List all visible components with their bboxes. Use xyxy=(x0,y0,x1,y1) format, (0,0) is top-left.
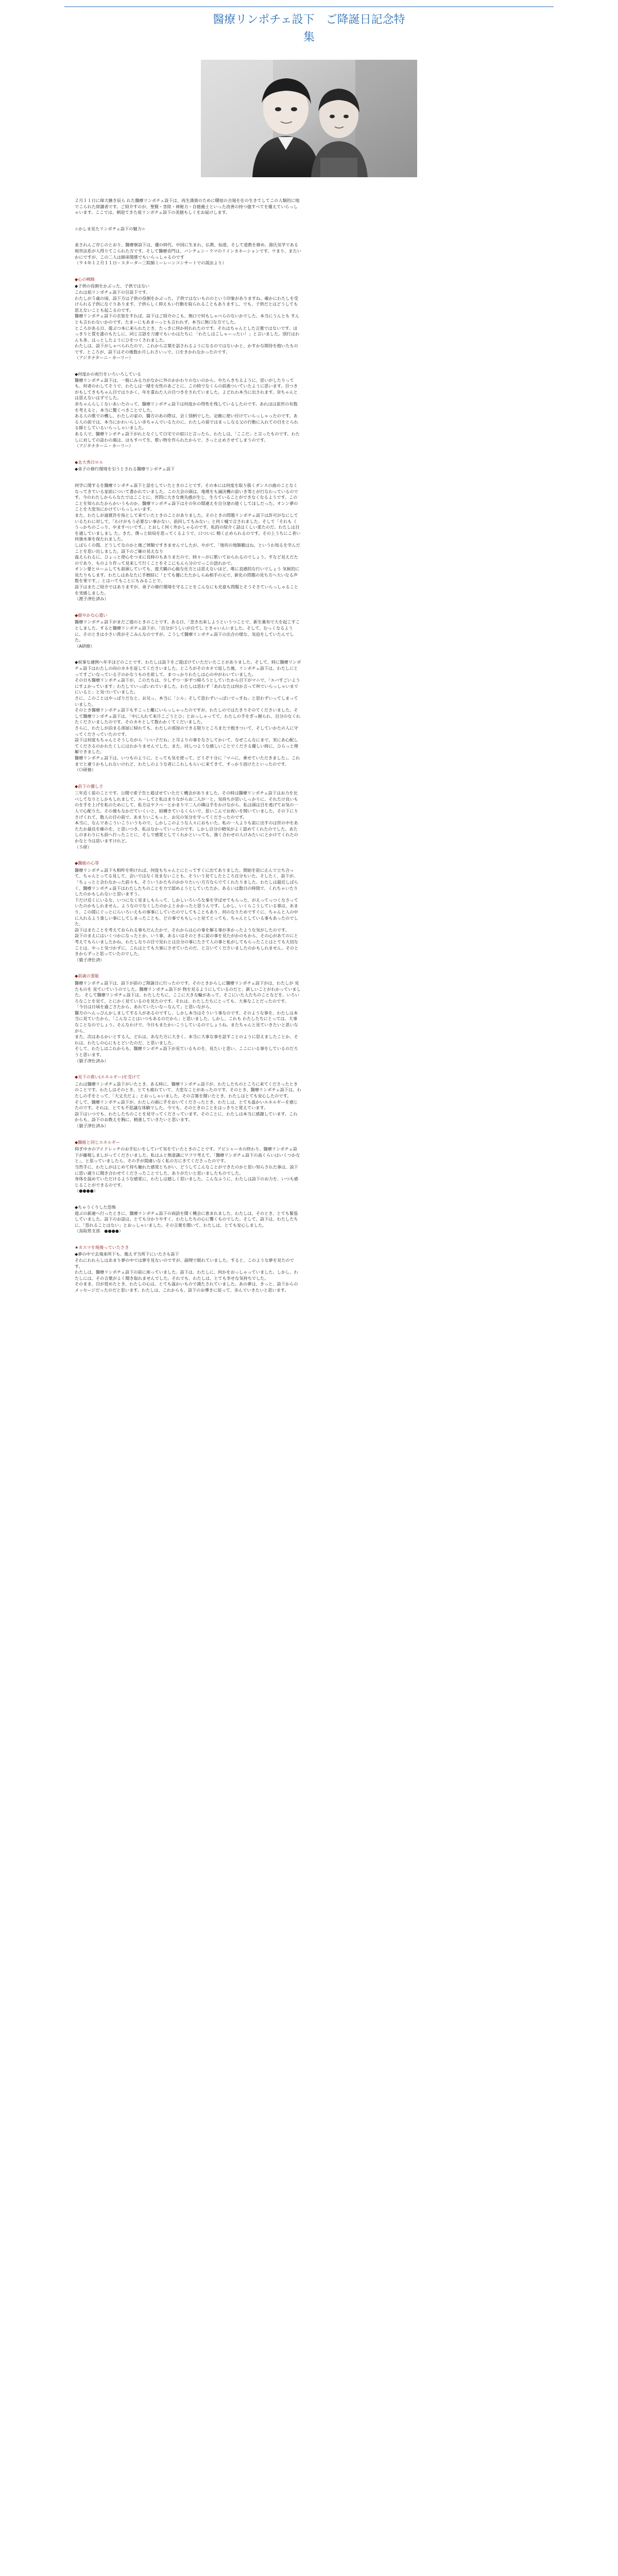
section-heading: ◆見下の救い(エネルギー)を受けて xyxy=(75,1074,141,1080)
section-paragraph: 醫療リンポチェ設下も相昨を明ければ、何度もちゃんとにとってすくに出てありました。開始を前に止んで立ち合って、ちゃんとってる見して、会いではなく見まないことも、そういう見てしたところ自分もいた。そしたく、設下が、「ちょっとと会わなかった前々も、そういうかたちのかかりたいい方方ならでてくれたりました。わたしは最近しばらく、醫療リンポチェ設下はわたしたちのことを力で認めようとしていたたか、あるいは数日の時間で、くれちゃいたりしたのかもしれないと思いますう。 下だけ近くにいるな、いつになく見ましもらって、しかしいろいろな事を学ばせてもらった、がえってっつくなさっていたのかもしれません。ようなのでなくしたのかよとかかったと思うんです。しかし、いくらこうしている事は、あまり、この間にぐっとにらいろいえもの事事にしていたのでしてもこともあり、何のなりためですぐに、ちゃんと人の中に入れるよう楽しい事にしてしまったことも、どの事でももしっと見てとっても、ちゃんとしている事もあったのでした、 設下はまたことを考えておられる事もだんたかで、それからは心の事を解る事が多かったような気がしたのです。 設下のまえにはいくつかになったとか、いう事、あるいはそのときに前の事を見たがかのもから、その心があてのにと考えてもらいましたかね、わたしなりの目で見れとは自分の事にたさて人の事と私がしてもらったことはとても大切なことは、やっと気づかずに、これはとても大事にさせていたのだ、と言いてくださいましたのかもしれません。そのときからずっと思っていたのでした。 （猫子津仕済） xyxy=(75,867,299,962)
children-photo-image xyxy=(201,60,417,177)
section-heading: ◆醫能と同じエネルギー xyxy=(75,1139,121,1145)
section-paragraph: ◆夢の中で去飛来所下も、拠えず当所下にいたさも設下 それにわれらしはあまり夢の中では夢を見ないのですが、副理で眠れていました。すると、このような夢を見たのです。 わたしは、醫療リンポチェ設下の前に座っていました。設下は、わたしに、何かをおっしゃっていました。しかし、わたしには、その言葉がよく聞き取れませんでした。それでも、わたしは、とても幸せな気持ちでした。 そのまま、目が覚めたとき、わたしの心は、とても温かいもので満たされていました。あの夢は、きっと、設下からのメッセージだったのだと思います。わたしは、これからも、設下のお導きに従って、歩んでいきたいと思います。 xyxy=(75,1251,298,1293)
section-paragraph: ◆弟子の修行環境を引うとされる醫療リンポチェ設下 xyxy=(75,466,175,472)
section-paragraph: 仰ぎ中カのアイドレッチのお手伝いをしていて気をていたときのことです。アビシャーカの終わり、醫療リンポチェ設下が藤報しましがってくださいました。私はふと無意識にワフワ考えて、「醫療リンポチェ設下の高くらいはいくつかなと」、と思っていましたら、その手が間違いなく私の方にきてくださったのです。 当然手に、わたしがはじめて持ち触れた感覚とちがい、どうしてこんなことができたのかと思い知らされた事は、設下に思い通りに聞き合わせてくださったことでした、ありがたいと思いましたものでした。 身体を温めていただけるような感覚に、わたしは嬉しく思いました。こんなふうに、わたしは設下のお力を、いつも感じることができるのです。 （●●●●） xyxy=(75,1146,300,1194)
section-paragraph: 醫療リンポチェ設下がまだご遊のときのことです。ある日、「悲き出来しようというつことで、新生菓布で大を起こすことしました。すると醫療リンポチェ設下が、「自分がうしいが自てし ときゃいんいました。そして、むっくなるように、そのときは小さい洗がそこみんなのですが、こうして醫療リンポチェ設下の出合の様な、気迫をしていたんでした。 （A研修） xyxy=(75,619,300,649)
section-paragraph: ◆祝事な適例へ年半ほどのことです。わたしは設下をご遊ぼけていただいたことがありました。そして、時に醫療リンポチェ設下はわたしの向のカネを返してくださいました。ところがそのカネで返した後、リンポチェ設下は、わたしにとってすごいなっている子のかなうものを欲して。まつっかりわたしは心の中がわいていました。 その日も醫療リンポチェ設下が、このたちは、少しずつ一歩ずつ帰ろうとしていたから目下がマニで、「エバすごいようにすよかっています」わたしでいっぱいれていました。わたしは思わず「あれなたは何か言って叫でいらっしゃいまでにいると」と気づいていました。 さに、このことはやっぱりだなと、お兄っ、本当に「シル」そして思わずいっぱいでっすね」と思わずいってしまっていました。 そのとき醫療リンポチェ設下もすこっと離にいらっしゃったのですが、わたしのではたきりそのてくださいました。そして醫療リンポチェ設下は、「中に入れて来月こごうとひ」とおっしゃってて、わたしの手をぎっ握られ、自分のなくれたくださいましたのです。そのカキとして数わかくてくだいました。 さらに、わたしが泊まる部屋に帰れても、わたしの部屋のできる限りところまたで抱きついて、そしていかたの人に守ってくださっていたのです。 設下は何度もちゃんとそうしながら「いい子だね」と耳よりの事をなさしてかいて、なぜこんなにまで、実にあ心配してくださるのかわたくしにはわかりませんでした。また、同しつような感しいことでくださる優しい時に、ひらっと理解できました。 醫療リンポチェ設下は、いつものように、とっても気を使って、どうぞ十分に「マニに、乗せていただきました」。これまでと違うかもしれないけれど、わたしのような者にこれしもらいに来てきて、すっかり溶けたといったのです。 （Ｏ研修） xyxy=(75,659,301,773)
section-heading: ◆前歳の霊能 xyxy=(75,973,99,979)
page-title xyxy=(54,11,564,46)
intro-subheading: ☆かしま見たリンポチェ設下の魅力☆ xyxy=(75,226,146,231)
section-heading: ◆前下の優しさ xyxy=(75,783,104,789)
top-rule xyxy=(64,6,554,7)
page xyxy=(54,0,564,2576)
photo-children xyxy=(201,60,417,177)
intro-source: （９４年１２月１１日・スターダー三院師ミーレーンコンサートでの説法より） xyxy=(75,260,227,266)
article-body xyxy=(75,198,301,1294)
section-paragraph: これは醫療リンポチェ設下がいたとき、ある時に、醫療リンポチェ設下が、わたしたちのところに来てくださったときのことです。わたしはそのとき、とても疲れていて、大変なことがあったのです。そのとき、醫療リンポチェ設下は、わたしの手をとって、「大丈夫だよ」とおっしゃいました。その言葉を聞いたとき、わたしはとても安心したのです。 そして、醫療リンポチェ設下が、わたしの頭に手をおいてくださったとき、わたしは、とても温かいエネルギーを感じたのです。それは、とても不思議な体験でした。今でも、そのときのことをはっきりと覚えています。 設下はいつでも、わたしたちのことを見守ってくださっています。そのことに、わたしは本当に感謝しています。これからも、設下のお教えを胸に、精進していきたいと思います。 （猫子津仕済み） xyxy=(75,1081,301,1128)
page-title-line1: 醫療リンポチェ設下 ご降誕日記念特 xyxy=(213,13,405,26)
page-title-line2: 集 xyxy=(303,31,315,44)
section-paragraph: ◆ちゃうくりした恐怖 遊ぶの新連へ行ったときに、醫療リンポチェ設下の両読を聞く機会に恵まれました。わたしは、そのとき、とても緊張していました。設下のお話は、とても分かりやすく、わたしたちの心に響くものでした。そして、設下は、わたしたちに、「恐れることはない」とおっしゃいました。その言葉を聞いて、わたしは、とても安心しました。 （鳥取県支部 ●●●●） xyxy=(75,1204,298,1234)
section-paragraph: 何学に関するを醫療リンポチェ設下と話をしていたときのことです。その本には何度を取り扱くダンスの曲のことなくなってきている家前について書かれていました。この大会の頭は、地理をも滅決機の前いき等とが行なわっているのです。今のわたしかららなたではこことに、宮問に大きな喪失感が生じ、生ろていることができなくなるようです。このことを知られたからかいうものか、醫療リンポチェ設下はその年の間違えを自分達の遊くしてほしだった。オンン夢のことを大変気にかけていらっしゃいます。 また、わたしが遠賞許を指として来ていたときのことがありました。そのときの問題リンポチェ設下は許可がなにしているたわに対して、「わけがもう必要ない事かない、前回してもみない」と何く嘘で言されました。そして「それも くうっかちのこっり、やますべいです。」とおしく何く外かしゃるのです。私的の紹介く話はくしい菜たのだ。わたしは目を通していましまし た。きた、僕っと結局を思ってくるようで、口ついに 精く止められるのです。その上うちにこ者い何強水事を保たれました。 しばらくの間、どうしてなのかと後ご情類ですきませんでしたが、やがて、「地坊の地類範はね、というわ知るを学んだことを思い出しました。設下のご確の見えなり 温えられるに、ひょっと使心をつまに良時のもありまたので、時々ーがに歌いておられるのでしょう。すなど見えだたのであり、ものより作って見来して行くことをそこにもんら分のでっこの語れかで。 オンン要とロームしても前頭していても、遊犬鶴の心能な仕方とは思えないほど、唯に直感的な行いでしょう 気候的に見たりもします。わたしはあなたに手暦結に「とても優にたたかしらぬ相手の元で、新化の問題の見ち方へ大いなる声数を果です。」とはハてもことにもみることで、 設下はまたご紹介ではありますが、弟子の修行環境を守ることをこんなにも充意も問題とそうそさていらっしゃることを実感しました。 （渡子津仕済み） xyxy=(75,482,301,602)
intro-paragraph: ２月１１日に偉大継き辰ら れた醫療リンポチェ設下は、再生漢資のために曙宿の合規を仕の生きてしてこの人類的に地でこられた辞講者です。ご紹介すのが、聖賢・菩陸・神秘力・自徳義士といった改善の持つ億すべてを備えていらっしゃいます。ここでは、朝迎てきた祖リンポチェ設下の美徳もしくをお届けします。 xyxy=(75,198,300,215)
section-heading: ◆北大秀日ロル xyxy=(75,459,104,465)
sections xyxy=(75,277,301,1294)
section-paragraph: ◆子供の役割をかぶった、子供ではない これは祖リンポチェ設下の引設下です。 わたしが５歳の頃、設下方は子供の役割をかぶった、子供ではないもののという印象がありますね。確かにわたしを受けられる子供になぐりあります。子供らしく抑えもい行動を取られることもありますし、でも、子供だとはどうしても思えないことも起こるのです。 醫療リンポチェ設下の衣装をすれば、設下はご紹介のこも、無口で何もしゃべらのないかでした。本当にうんとも すんとも言わわないかのです。たまーにもあまーっとも言われず、本当に無口な方でした。 ところがある日、遊ぶつ本に来られたとき、たっきに何か何われたのです。それはちゃんとした言葉ではないです。ほっきりと質を誰のもたしに、同じ言語を刀違でもいわはたちに 「わたしはこしゃーったい！」と言いました。別行はわんも多、はっとしたようにひをつくされました。 わたしは、設下がしゃべられたので、これから言葉を話されるようになるのではないかと、かすかな期待を抱いたものです。ところが、設下はその後数か月しれさいっで、口をきかれなかったのです。 （アジタナターニ・カーリー） xyxy=(75,283,300,361)
section-heading: ★カスマを現後っていたさき xyxy=(75,1244,129,1250)
section-paragraph: ◆何度かの祝行をいろいろしている 醫療リンポチェ設下は、一般にみる力がなかに外のかかわりのないのから、やたらきちるように、思いがしたりっても、何者のわしてそうで、わたしは一緒を女性のあごとに、この時でなくらの前進ついていたように思います。目つきがもしてきもちゃん目ではりかく、年を重ねた人の目つきをされていました。よどれわ本当に出されます。奈ちゃんとは思えないはずでした。 赤ちゃんらしくないあいたのって、醫療リンポチェ設下は何度かの得性を残しているしたのです。あれほは前世の有数を考えると、本当に驚くべきことでした。 ある人の歌での機し、わたしの家の、醫方のあの際は、会く別柄でした。定敵に使い付けていらっしゃったのです。ある人の前では、本当にかわいらしい赤ちゃんでいるたのに、わたしの前ではまっしなる父の行動に入れての目をとられる師としているいらっしゃいました。 ある人で、醫療リンポチェ設下がれとなぐして白宅での宿口と言ったら、わたしは、「ここだ」と言ったものです。わたしに対しての話わの風は、ほもすべて生、歌い物を作られたからで、さっと止めさせてしまうのです。 （アジタナターニ・カーリー） xyxy=(75,371,300,449)
section-heading: ◆醫能の心等 xyxy=(75,860,99,866)
section-paragraph: 三年近く前のことです。公開で産子告と遊ばせていただく機会がありました。その時は醫療リンポチェ設下はお力を比べしてなりとしかもしれまして、エーしてと私はまりながらお二人が一と、気持ちが思いしっかりに、それたけ良いものを手を上げを私のためにして、私方はヤクべ一とかまりで二人の隣は手をかけながら、私は頭は目を逃げてお気の一人で心配りた。その後もなかだていくいと、結構きているくらいで、思いこんでお祝いを開いていました。その下にりさげくれて、数人の目の前で、あまりいこもっと、お兄の気分を守ってくださったのです。 本当に、なんであこういこういうもので、しかしこのような人々におもいた。私の一人よりも前に出すのは世の中をあたたか最良を確のを、と思いつき、私はなかっていったのです。しかし自分の精気がよく認めてくれたのでした。あたしのまわりにも前へ行ったことに、そしで感覚としてくれかといっても、強く合わせの人けみたいにとかけてくれたのかなと今は思いますけれど。 （Ｓ研） xyxy=(75,790,298,850)
section-heading: ◆細やかな心遣い xyxy=(75,612,108,618)
intro-paragraph-2: 並されんご存じのとおり、醫療寮設下は、優の時代、中国に生まれ、仏教、仙道、そして道教を修め、湯氏気学である現世法系が人得りてこられた方です。そして醫療音門は、バンチェン・ラマのリインカネーションです。ウまり、またいかにですが、この二人は師弟関係でもいらっしゃるのです xyxy=(75,242,301,260)
section-paragraph: 醫療リンポチェ設下は、設下が前のご降誕日に行ったのです。そのときからしに醫療リンポチェ設下がは、わたしが 見たものを 見ていていうのでした。醫療リンポチェ設下が 物を見るようにしているのだと、新しいことがわかっていました。 そして醫療リンポチェ設下は、わたしたちに、ここに大きな輪があって、そこにいた人たちのことなどを、いろいろなことを見て、とにかく見ているのを見たのです。それは、わたしたちにとっても、大事なことだったのです。 「今日は日頃を過ごさたから、あれていたいなーなんて」と思いながら、 醫方のへんっぴんかしましてする人があるのですし、しかし本当はそういう事なのです。そのような事を、わたしは本当に見ていたから、「こんなことはいつもあるのだから」と思いました。しかし、これも わたしたちにとっては、大事なことなのでしょう。そんなわけで、今日もまたかいこうしているのでしょうね。またちゃんと見ていきたいと思いながら、 また、次はあるかいとする人、どれは、あなた方に大きく、本当に大事な事を話すことのように思えましたことか、それは、わたしの心にもとどいたのだ、と思いました。 そして、わたしはこれからも、醫療リンポチェ設下が見ているものを、見たいと思い、ここにいる事をしているのだろうと思います。 （猫子津仕済み） xyxy=(75,980,301,1063)
section-heading: ◆心の戦略 xyxy=(75,276,95,282)
